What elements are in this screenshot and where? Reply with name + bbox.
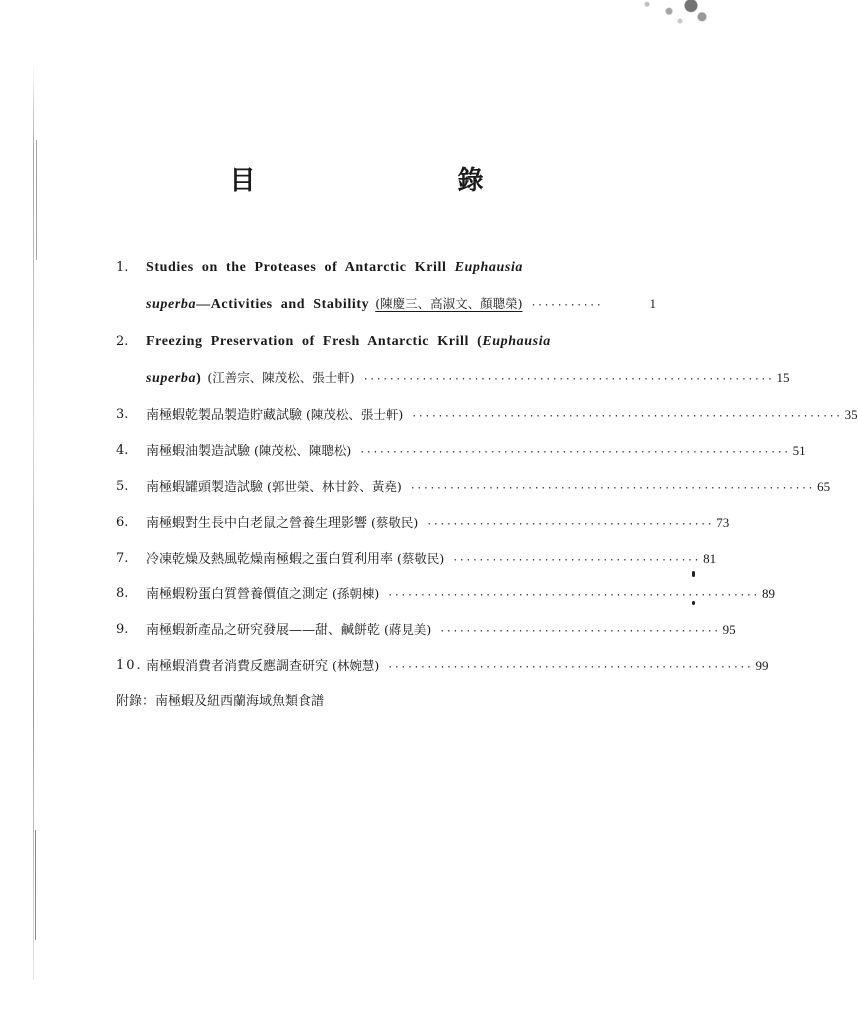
appendix-line: 附錄：南極蝦及紐西蘭海域魚類食譜 [116, 694, 325, 709]
entry-title-text: ) [196, 371, 202, 386]
dot-leader: ··········································· [439, 626, 720, 637]
entry-authors: (蔣見美) [384, 622, 432, 637]
page-number: 73 [716, 515, 730, 530]
dot-leader: ························································· [387, 590, 759, 601]
entry-number: 4. [116, 443, 129, 458]
entry-title [146, 331, 551, 353]
entry-title: 南極蝦消費者消費反應調查研究 [146, 659, 329, 674]
dot-leader: ·································································· [411, 411, 842, 422]
entry-number: 9. [116, 622, 129, 637]
toc-entry-7 [116, 548, 717, 570]
entry-number: 2. [116, 334, 129, 349]
entry-authors: (蔡敬民) [371, 515, 419, 530]
entry-number: 7. [116, 551, 129, 566]
entry-authors: (江善宗、陳茂松、張士軒) [207, 370, 355, 385]
toc-entry-1-line-2 [116, 293, 656, 315]
scan-speckle [603, 0, 713, 28]
entry-title: 冷凍乾燥及熱風乾燥南極蝦之蛋白質利用率 [146, 552, 394, 567]
page-number: 99 [755, 658, 769, 673]
dot-leader: ············································ [426, 519, 714, 530]
page-number: 51 [792, 443, 806, 458]
toc-entry-2-line-2 [116, 367, 790, 389]
page-number: 95 [722, 622, 736, 637]
toc-entry-1-line-1 [116, 257, 656, 279]
entry-title [146, 257, 523, 279]
entry-authors: (孫朝棟) [332, 586, 380, 601]
entry-authors: (陳慶三、高淑文、顏聰榮) [375, 296, 523, 311]
dot-leader: ························································ [387, 662, 753, 673]
toc-entry-4 [116, 440, 806, 462]
toc-entry-8 [116, 583, 775, 605]
toc-entry-5 [116, 476, 831, 498]
dot-leader: ··········· [530, 300, 603, 311]
dot-leader: ······························································ [409, 483, 815, 494]
page-number: 81 [703, 551, 717, 566]
scan-edge-line [35, 830, 36, 940]
toc-entry-10 [116, 655, 769, 677]
page-number: 35 [844, 407, 858, 422]
entry-title-text: Studies on the Proteases of Antarctic Krill [146, 260, 455, 275]
entry-number: 3. [116, 407, 129, 422]
page-number: 89 [761, 586, 775, 601]
dot-leader: ·································································· [359, 447, 790, 458]
entry-number: 6. [116, 515, 129, 530]
entry-title: 南極蝦罐頭製造試驗 [146, 480, 264, 495]
entry-title-italic: superba [146, 297, 197, 312]
entry-authors: (陳茂松、張士軒) [306, 407, 404, 422]
entry-title-italic: Euphausia [454, 260, 524, 275]
entry-title-text: Freezing Preservation of Fresh Antarctic Krill ( [146, 334, 483, 349]
entry-authors: (陳茂松、陳聰松) [254, 443, 352, 458]
entry-number: 1. [116, 260, 129, 275]
page-title: 目 錄 [229, 166, 534, 196]
toc-entry-6 [116, 512, 730, 534]
entry-authors: (郭世榮、林甘鈴、黃堯) [267, 479, 402, 494]
entry-title: 南極蝦油製造試驗 [146, 444, 251, 459]
entry-number: 5. [116, 479, 129, 494]
dot-leader: ······························································· [362, 374, 774, 385]
entry-title: 南極蝦新產品之研究發展——甜、鹹餅乾 [146, 623, 381, 638]
entry-authors: (蔡敬民) [397, 551, 445, 566]
entry-number: 8. [116, 586, 129, 601]
entry-title-italic: Euphausia [482, 334, 551, 349]
scan-edge-line [33, 60, 34, 980]
entry-title-italic: superba [146, 371, 197, 386]
entry-title-text: —Activities and Stability [196, 297, 370, 312]
toc-entry-9 [116, 619, 736, 641]
page-number: 15 [776, 370, 790, 385]
entry-number: 10. [116, 658, 143, 673]
entry-title: 南極蝦對生長中白老鼠之營養生理影響 [146, 516, 368, 531]
entry-title: 南極蝦粉蛋白質營養價值之測定 [146, 587, 329, 602]
page-number: 65 [817, 479, 831, 494]
toc-entry-3 [116, 404, 858, 426]
dot-leader: ······································ [452, 555, 701, 566]
entry-authors: (林婉慧) [332, 658, 380, 673]
entry-title [146, 368, 201, 390]
toc-entry-2-line-1 [116, 331, 656, 353]
page-number: 1 [649, 296, 656, 311]
entry-title [146, 294, 369, 316]
entry-title: 南極蝦乾製品製造貯藏試驗 [146, 408, 303, 423]
scan-edge-line [36, 140, 37, 260]
